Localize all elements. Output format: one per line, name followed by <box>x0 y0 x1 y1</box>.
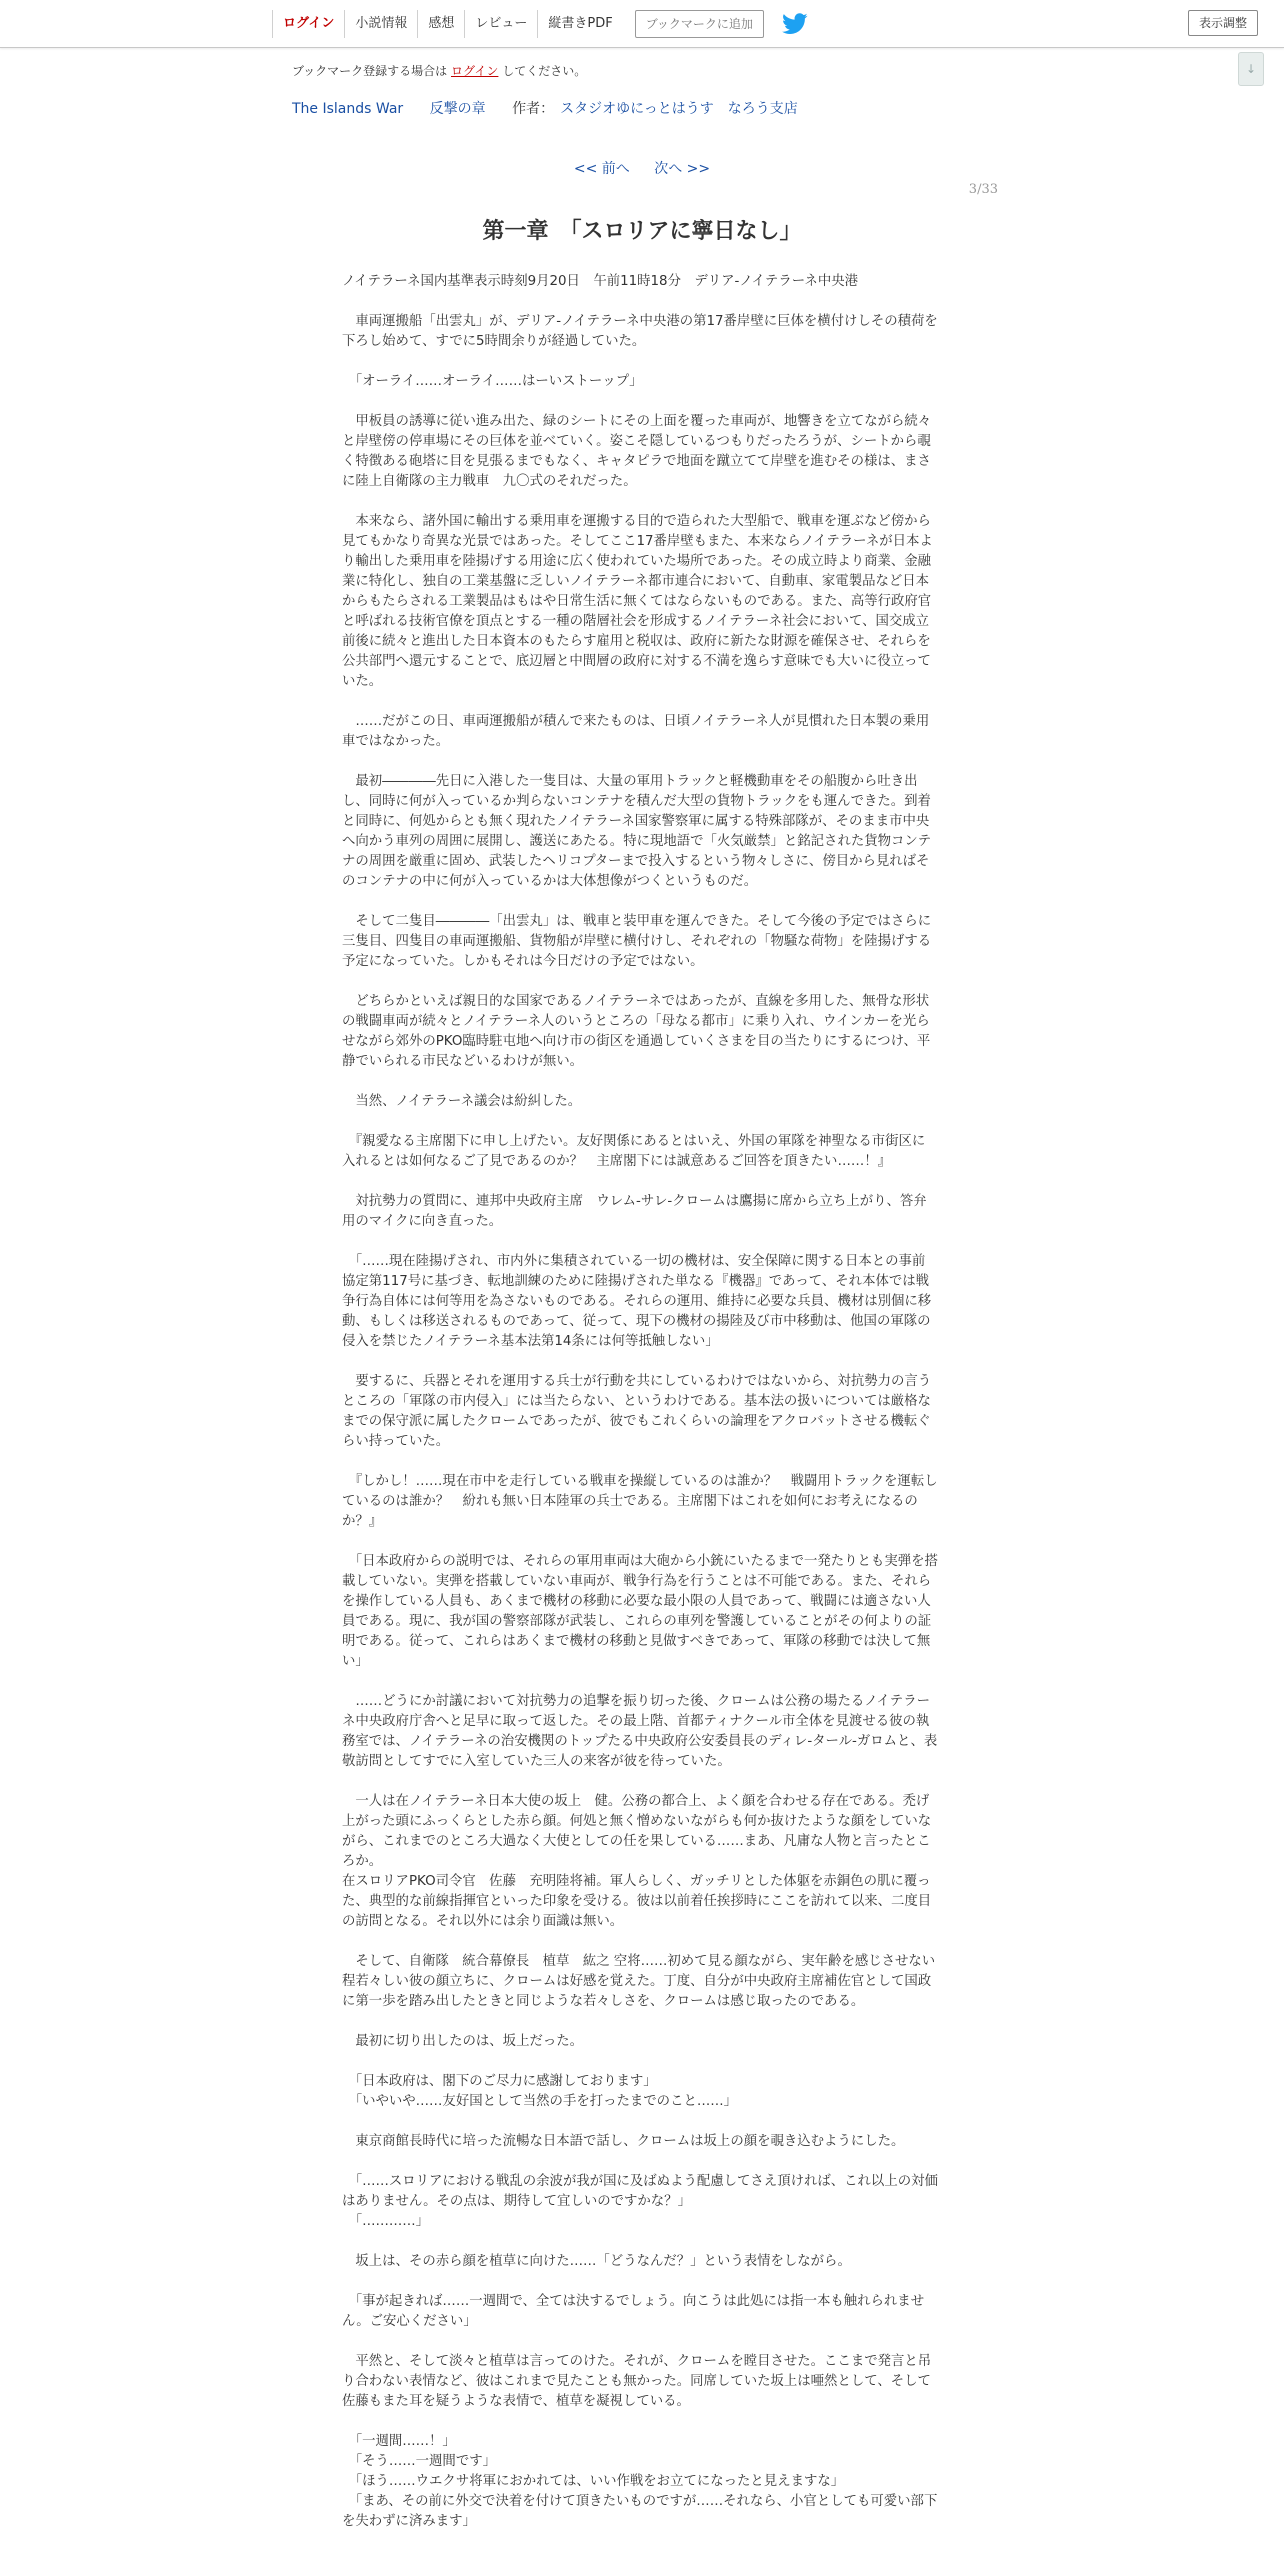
impression-link[interactable]: 感想 <box>417 10 464 38</box>
novel-paragraph: 『しかし！……現在市中を走行している戦車を操縦しているのは誰か？ 戦闘用トラックを運転しているのは誰か？ 紛れも無い日本陸軍の兵士である。主席閣下はこれを如何にお考えになるのか？』 <box>342 1474 938 1529</box>
novel-paragraph: 一人は在ノイテラーネ日本大使の坂上 健。公務の都合上、よく顔を合わせる存在である。禿げ上がった頭にふっくらとした赤ら顔。何処と無く憎めないながらも何か抜けたような顔をしていながら、これまでのところ大過なく大使としての任を果している……まあ、凡庸な人物と言ったところか。 在スロリアPKO司令官 佐藤 充明陸将補。軍人らしく、ガッチリとした体躯を赤銅色の肌に覆った、典型的な前線指揮官といった印象を受ける。彼は以前着任挨拶時にここを訪れて以来、二度目の訪問となる。それ以外には余り面識は無い。 <box>342 1794 932 1929</box>
novel-paragraph: 「オーライ……オーライ……はーいストーップ」 <box>342 374 643 389</box>
blank-line <box>342 1072 938 1092</box>
novel-body <box>342 272 938 2532</box>
novel-info-link[interactable]: 小説情報 <box>344 10 417 38</box>
blank-line <box>342 1352 938 1372</box>
blank-line <box>342 352 938 372</box>
page-number: 3/33 <box>968 182 998 197</box>
chapter-link[interactable]: 反撃の章 <box>429 101 486 117</box>
blank-line <box>342 1172 938 1192</box>
blank-line <box>342 1112 938 1132</box>
twitter-bird-icon[interactable] <box>782 13 808 35</box>
blank-line <box>342 1772 938 1792</box>
display-adjust-button[interactable]: 表示調整 <box>1188 10 1258 36</box>
blank-line <box>342 2412 938 2432</box>
novel-paragraph: 「事が起きれば……一週間で、全ては決するでしょう。向こうは此処には指一本も触れられません。ご安心ください」 <box>342 2294 925 2329</box>
novel-paragraph: そして二隻目――――「出雲丸」は、戦車と装甲車を運んできた。そして今後の予定ではさらに三隻目、四隻目の車両運搬船、貨物船が岸壁に横付けし、それぞれの「物騒な荷物」を陸揚げする予定になっていた。しかもそれは今日だけの予定ではない。 <box>342 914 932 969</box>
novel-paragraph: 「日本政府からの説明では、それらの軍用車両は大砲から小銃にいたるまで一発たりとも実弾を搭載していない。実弾を搭載していない車両が、戦争行為を行うことは不可能である。また、それらを操作している人員も、あくまで機材の移動に必要な最小限の人員であって、戦闘には適さない人員である。現に、我が国の警察部隊が武装し、これらの車列を警護していることがその何よりの証明である。従って、これらはあくまで機材の移動と見做すべきであって、軍隊の移動では決して無い」 <box>342 1554 938 1669</box>
blank-line <box>342 972 938 992</box>
chapter-title: 第一章 「スロリアに寧日なし」 <box>482 219 802 244</box>
novel-paragraph: そして、自衛隊 統合幕僚長 植草 紘之 空将……初めて見る顔ながら、実年齢を感じさせない程若々しい彼の顔立ちに、クロームは好感を覚えた。丁度、自分が中央政府主席補佐官として国政に第一歩を踏み出したときと同じような若々しさを、クロームは感じ取ったのである。 <box>342 1954 936 2009</box>
main-nav <box>272 10 808 38</box>
author-link[interactable]: スタジオゆにっとはうす なろう支店 <box>560 101 798 117</box>
blank-line <box>342 2012 938 2032</box>
review-link[interactable]: レビュー <box>464 10 537 38</box>
pager <box>0 158 1284 178</box>
novel-paragraph: 最初に切り出したのは、坂上だった。 <box>342 2034 584 2049</box>
login-link[interactable]: ログイン <box>272 10 344 38</box>
bookmark-note-login-link[interactable]: ログイン <box>451 64 499 78</box>
blank-line <box>342 2112 938 2132</box>
novel-paragraph: 要するに、兵器とそれを運用する兵士が行動を共にしているわけではないから、対抗勢力の言うところの「軍隊の市内侵入」には当たらない、というわけである。基本法の扱いについては厳格なまでの保守派に属したクロームであったが、彼でもこれくらいの論理をアクロバットさせる機転ぐらい持っていた。 <box>342 1374 932 1449</box>
vertical-pdf-link[interactable]: 縦書きPDF <box>537 10 622 38</box>
novel-paragraph: 車両運搬船「出雲丸」が、デリア-ノイテラーネ中央港の第17番岸壁に巨体を横付けしその積荷を下ろし始めて、すでに5時間余りが経過していた。 <box>342 314 938 349</box>
blank-line <box>342 892 938 912</box>
series-title-link[interactable]: The Islands War <box>292 101 404 117</box>
novel-paragraph: 「日本政府は、閣下のご尽力に感謝しております」 「いやいや……友好国として当然の手を打ったまでのこと……」 <box>355 2074 738 2109</box>
blank-line <box>342 1452 938 1472</box>
author-label: 作者： <box>512 101 555 117</box>
next-page-link[interactable]: 次へ >> <box>654 161 711 177</box>
bookmark-login-note <box>292 62 586 79</box>
blank-line <box>342 2232 938 2252</box>
bookmark-note-before: ブックマーク登録する場合は <box>292 64 448 78</box>
blank-line <box>342 2052 938 2072</box>
blank-line <box>342 292 938 312</box>
top-navigation-bar <box>0 0 1284 48</box>
blank-line <box>342 392 938 412</box>
blank-line <box>342 492 938 512</box>
novel-paragraph: 本来なら、諸外国に輸出する乗用車を運搬する目的で造られた大型船で、戦車を運ぶなど傍から見てもかなり奇異な光景ではあった。そしてここ17番岸壁もまた、本来ならノイテラーネが日本より輸出した乗用車を陸揚げする用途に広く使われていた場所であった。その成立時より商業、金融業に特化し、独自の工業基盤に乏しいノイテラーネ都市連合において、自動車、家電製品など日本からもたらされる工業製品はもはや日常生活に無くてはならないものである。また、高等行政府官と呼ばれる技術官僚を頂点とする一種の階層社会を形成するノイテラーネ社会において、国交成立前後に続々と進出した日本資本のもたらす雇用と税収は、政府に新たな財源を確保させ、それらを公共部門へ還元することで、底辺層と中間層の政府に対する不満を逸らす意味でも大いに役立っていた。 <box>342 514 933 689</box>
novel-paragraph: どちらかといえば親日的な国家であるノイテラーネではあったが、直線を多用した、無骨な形状の戦闘車両が続々とノイテラーネ人のいうところの「母なる都市」に乗り入れ、ウインカーを光らせながら郊外のPKO臨時駐屯地へ向け市の街区を通過していくさまを目の当たりにするにつけ、平静でいられる市民などいるわけが無い。 <box>342 994 931 1069</box>
blank-line <box>342 1232 938 1252</box>
scroll-down-arrow-icon[interactable]: ↓ <box>1238 52 1264 86</box>
novel-paragraph: 「……現在陸揚げされ、市内外に集積されている一切の機材は、安全保障に関する日本との事前協定第117号に基づき、転地訓練のために陸揚げされた単なる『機器』であって、それ本体では戦争行為自体には何等用を為さないものである。それらの運用、維持に必要な兵員、機材は別個に移動、もしくは移送されるものであって、従って、現下の機材の揚陸及び市中移動は、他国の軍隊の侵入を禁じたノイテラーネ基本法第14条には何等抵触しない」 <box>342 1254 932 1349</box>
blank-line <box>342 2272 938 2292</box>
blank-line <box>342 2152 938 2172</box>
novel-paragraph: 甲板員の誘導に従い進み出た、緑のシートにその上面を覆った車両が、地響きを立てながら続々と岸壁傍の停車場にその巨体を並べていく。姿こそ隠しているつもりだったろうが、シートから覗く特徴ある砲塔に目を見張るまでもなく、キャタピラで地面を蹴立てて岸壁を進むその様は、まさに陸上自衛隊の主力戦車 九〇式のそれだった。 <box>342 414 932 489</box>
novel-paragraph: 「一週間……！」 「そう……一週間です」 「ほう……ウエクサ将軍におかれては、いい作戦をお立てになったと見えますな」 「まあ、その前に外交で決着を付けて頂きたいものですが……それなら、小官としても可愛い部下を失わずに済みます」 <box>342 2434 938 2529</box>
novel-paragraph: 当然、ノイテラーネ議会は紛糾した。 <box>342 1094 582 1109</box>
novel-paragraph: ノイテラーネ国内基準表示時刻9月20日 午前11時18分 デリア-ノイテラーネ中央港 <box>342 274 858 289</box>
add-bookmark-button[interactable]: ブックマークに追加 <box>635 10 764 38</box>
blank-line <box>342 692 938 712</box>
blank-line <box>342 752 938 772</box>
novel-paragraph: 坂上は、その赤ら顔を植草に向けた……「どうなんだ？」という表情をしながら。 <box>342 2254 851 2269</box>
blank-line <box>342 2332 938 2352</box>
novel-paragraph: ……どうにか討議において対抗勢力の追撃を振り切った後、クロームは公務の場たるノイテラーネ中央政府庁舎へと足早に取って返した。その最上階、首都ティナクール市全体を見渡せる彼の執務室では、ノイテラーネの治安機関のトップたる中央政府公安委員長のディレ-タール-ガロムと、表敬訪問としてすでに入室していた三人の来客が彼を待っていた。 <box>342 1694 938 1769</box>
novel-paragraph: 『親愛なる主席閣下に申し上げたい。友好関係にあるとはいえ、外国の軍隊を神聖なる市街区に入れるとは如何なるご了見であるのか？ 主席閣下には誠意あるご回答を頂きたい……！』 <box>342 1134 926 1169</box>
novel-paragraph: 東京商館長時代に培った流暢な日本語で話し、クロームは坂上の顔を覗き込むようにした。 <box>342 2134 905 2149</box>
novel-paragraph: 最初――――先日に入港した一隻目は、大量の軍用トラックと軽機動車をその船腹から吐き出し、同時に何が入っているか判らないコンテナを積んだ大型の貨物トラックをも運んできた。到着と同時に、何処からとも無く現れたノイテラーネ国家警察軍に属する特殊部隊が、そのまま市中央へ向かう車列の周囲に展開し、護送にあたる。特に現地語で「火気厳禁」と銘記された貨物コンテナの周囲を厳重に固め、武装したヘリコプターまで投入するという物々しさに、傍目から見ればそのコンテナの中に何が入っているかは大体想像がつくというものだ。 <box>342 774 932 889</box>
novel-paragraph: 平然と、そして淡々と植草は言ってのけた。それが、クロームを瞠目させた。ここまで発言と吊り合わない表情など、彼はこれまで見たことも無かった。同席していた坂上は唖然として、そして佐藤もまた耳を疑うような表情で、植草を凝視している。 <box>342 2354 932 2409</box>
blank-line <box>342 1932 938 1952</box>
blank-line <box>342 1532 938 1552</box>
prev-page-link[interactable]: << 前へ <box>573 161 630 177</box>
novel-paragraph: 「……スロリアにおける戦乱の余波が我が国に及ばぬよう配慮してさえ頂ければ、これ以上の対価はありません。その点は、期待して宜しいのですかな？」 「…………」 <box>342 2174 938 2229</box>
breadcrumb <box>292 98 820 118</box>
bookmark-note-after: してください。 <box>502 64 587 78</box>
novel-paragraph: ……だがこの日、車両運搬船が積んで来たものは、日頃ノイテラーネ人が見慣れた日本製の乗用車ではなかった。 <box>342 714 930 749</box>
blank-line <box>342 1672 938 1692</box>
novel-paragraph: 対抗勢力の質問に、連邦中央政府主席 ウレム-サレ-クロームは鷹揚に席から立ち上がり、答弁用のマイクに向き直った。 <box>342 1194 927 1229</box>
